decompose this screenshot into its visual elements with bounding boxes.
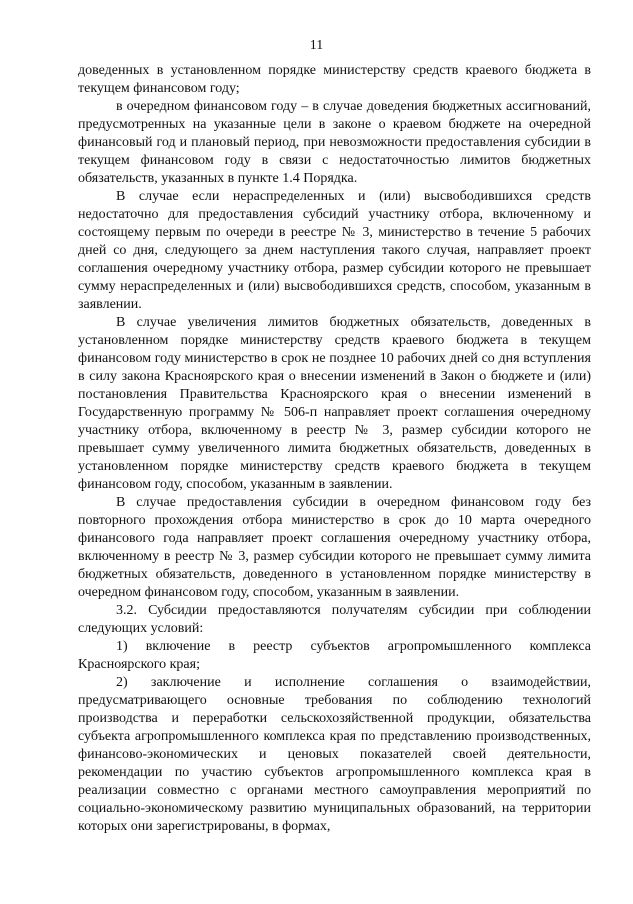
condition-item-2: 2) заключение и исполнение соглашения о взаимодействии, предусматривающего основные требования по соблюдению технологий производства и переработки сельскохозяйственной продукции, обязательства субъекта агропромышленного комплекса края по представлению производственных, финансово-экономических и ценовых показателей своей деятельности, рекомендации по участию субъектов агропромышленного комплекса края в реализации совместно с органами местного самоуправления мероприятий по социально-экономическому развитию муниципальных образований, на территории которых они зарегистрированы, в формах, xyxy=(78,675,591,834)
paragraph-limit-increase: В случае увеличения лимитов бюджетных обязательств, доведенных в установленном порядке министерству средств краевого бюджета в текущем финансовом году министерство в срок не позднее 10 рабочих дней со дня вступления в силу закона Красноярского края о внесении изменений в Закон о бюджете и (или) постановления Правительства Красноярского края о внесении изменений в Государственную программу № 506-п направляет проект соглашения очередному участнику отбора, включенному в реестр № 3, размер субсидии которого не превышает сумму увеличенного лимита бюджетных обязательств, доведенных в установленном порядке министерству средств краевого бюджета в текущем финансовом году, способом, указанным в заявлении. xyxy=(78,315,591,492)
document-body xyxy=(78,62,591,836)
paragraph-next-year: в очередном финансовом году – в случае доведения бюджетных ассигнований, предусмотренных на указанные цели в законе о краевом бюджете на очередной финансовый год и плановый период, при невозможности предоставления субсидии в текущем финансовом году в связи с недостаточностью лимитов бюджетных обязательств, указанных в пункте 1.4 Порядка. xyxy=(78,99,591,186)
paragraph-continuation: доведенных в установленном порядке министерству средств краевого бюджета в текущем финансовом году; xyxy=(78,63,591,96)
condition-item-1: 1) включение в реестр субъектов агропромышленного комплекса Красноярского края; xyxy=(78,639,591,672)
paragraph-next-year-no-reselection: В случае предоставления субсидии в очередном финансовом году без повторного прохождения отбора министерство в срок до 10 марта очередного финансового года направляет проект соглашения очередному участнику отбора, включенному в реестр № 3, размер субсидии которого не превышает сумму лимита бюджетных обязательств, доведенного в установленном порядке министерству в очередном финансовом году, способом, указанным в заявлении. xyxy=(78,495,591,600)
page-number: 11 xyxy=(309,38,324,53)
paragraph-insufficient-funds: В случае если нераспределенных и (или) высвободившихся средств недостаточно для предоставления субсидий участнику отбора, включенному и состоящему первым по очереди в реестре № 3, министерство в течение 5 рабочих дней со дня, следующего за днем наступления такого случая, направляет проект соглашения очередному участнику отбора, размер субсидии которого не превышает сумму нераспределенных и (или) высвободившихся средств, способом, указанным в заявлении. xyxy=(78,189,591,312)
paragraph-3-2-conditions: 3.2. Субсидии предоставляются получателям субсидии при соблюдении следующих условий: xyxy=(78,603,591,636)
